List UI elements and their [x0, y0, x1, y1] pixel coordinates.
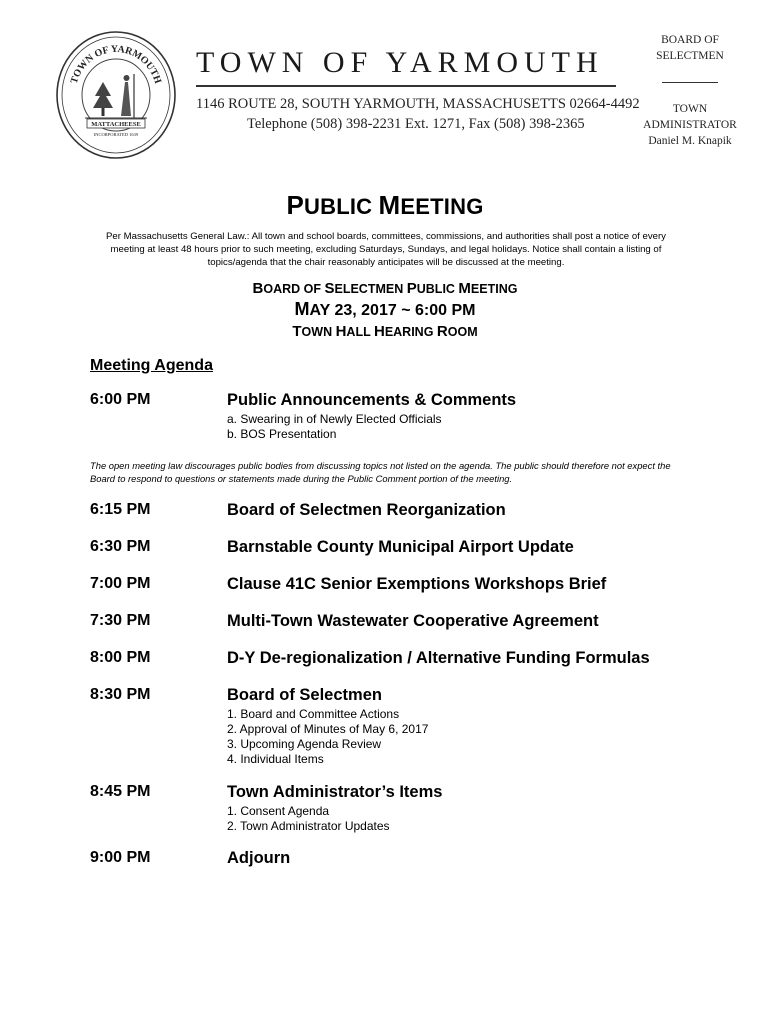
seal-text-bottom: MATTACHEESE — [91, 121, 141, 128]
agenda-item-title: D-Y De-regionalization / Alternative Funding Formulas — [227, 649, 650, 667]
agenda-subitem: 2. Town Administrator Updates — [227, 819, 390, 833]
town-administrator-name: Daniel M. Knapik — [648, 135, 732, 147]
meeting-location: TOWN HALL HEARING ROOM — [292, 323, 478, 340]
agenda-subitem: 1. Consent Agenda — [227, 804, 330, 818]
right-bottom-line-2: ADMINISTRATOR — [643, 119, 737, 131]
agenda-item-time: 8:30 PM — [90, 686, 151, 703]
open-meeting-law-notice: Per Massachusetts General Law.: All town and school boards, committees, commissions, and authorities shall post a notice of every meeting at least 48 hours prior to such meeting, excluding Saturdays, Sundays, and legal holidays. Notice shall contain a listing of topics/agenda that the chair reasonably anticipates will be discussed at the meeting. — [106, 231, 666, 268]
agenda-item-title: Public Announcements & Comments — [227, 391, 517, 409]
agenda-subitem: 4. Individual Items — [227, 752, 324, 766]
agenda-subitems — [227, 707, 428, 767]
svg-text:TOWN OF YARMOUTH — [69, 44, 163, 85]
agenda-item-time: 7:00 PM — [90, 575, 151, 592]
agenda-item-title: Multi-Town Wastewater Cooperative Agreement — [227, 612, 599, 630]
agenda-item-time: 6:30 PM — [90, 538, 151, 555]
right-top-line-2: SELECTMEN — [656, 50, 724, 62]
agenda-item-title: Board of Selectmen Reorganization — [227, 501, 506, 519]
town-seal-logo — [55, 30, 177, 160]
town-name-heading: TOWN OF YARMOUTH — [196, 46, 604, 79]
agenda-item-title: Town Administrator’s Items — [227, 783, 443, 801]
agenda-item-title: Barnstable County Municipal Airport Update — [227, 538, 574, 556]
public-comment-disclaimer: The open meeting law discourages public bodies from discussing topics not listed on the agenda. The public should therefore not expect the Board to respond to questions or statements made during the Public Comment portion of the meeting. — [90, 460, 671, 484]
agenda-item-time: 6:00 PM — [90, 391, 151, 408]
meeting-name: BOARD OF SELECTMEN PUBLIC MEETING — [252, 280, 518, 297]
agenda-subitem: b. BOS Presentation — [227, 427, 337, 441]
right-bottom-line-1: TOWN — [672, 103, 708, 115]
agenda-item-time: 8:45 PM — [90, 783, 151, 800]
agenda-item-time: 9:00 PM — [90, 849, 151, 866]
agenda-item-title: Clause 41C Senior Exemptions Workshops Brief — [227, 575, 607, 593]
agenda-item-time: 7:30 PM — [90, 612, 151, 629]
header-divider — [196, 85, 616, 87]
board-of-selectmen-box — [635, 32, 745, 149]
page-title: PUBLIC MEETING — [286, 190, 484, 220]
right-box-divider — [662, 82, 718, 83]
seal-text-incorporated: INCORPORATED 1639 — [93, 132, 139, 137]
town-address: 1146 ROUTE 28, SOUTH YARMOUTH, MASSACHUSETTS 02664-4492 — [196, 96, 640, 112]
meeting-date-time: MAY 23, 2017 ~ 6:00 PM — [294, 299, 476, 319]
agenda-title: Meeting Agenda — [90, 357, 213, 374]
agenda-item-title: Board of Selectmen — [227, 686, 382, 704]
agenda-item-time: 8:00 PM — [90, 649, 151, 666]
agenda-subitem: 2. Approval of Minutes of May 6, 2017 — [227, 722, 429, 736]
meeting-heading — [0, 280, 770, 342]
agenda-subitem: 1. Board and Committee Actions — [227, 707, 400, 721]
agenda-subitems — [227, 804, 390, 834]
right-top-line-1: BOARD OF — [661, 34, 719, 46]
agenda-subitem: a. Swearing in of Newly Elected Officials — [227, 412, 442, 426]
seal-text-top: TOWN OF YARMOUTH — [68, 43, 164, 86]
agenda-subitem: 3. Upcoming Agenda Review — [227, 737, 382, 751]
town-phone-fax: Telephone (508) 398-2231 Ext. 1271, Fax (508) 398-2365 — [247, 116, 585, 132]
agenda-item-title: Adjourn — [227, 849, 291, 867]
agenda-item-time: 6:15 PM — [90, 501, 151, 518]
agenda-subitems — [227, 412, 442, 442]
